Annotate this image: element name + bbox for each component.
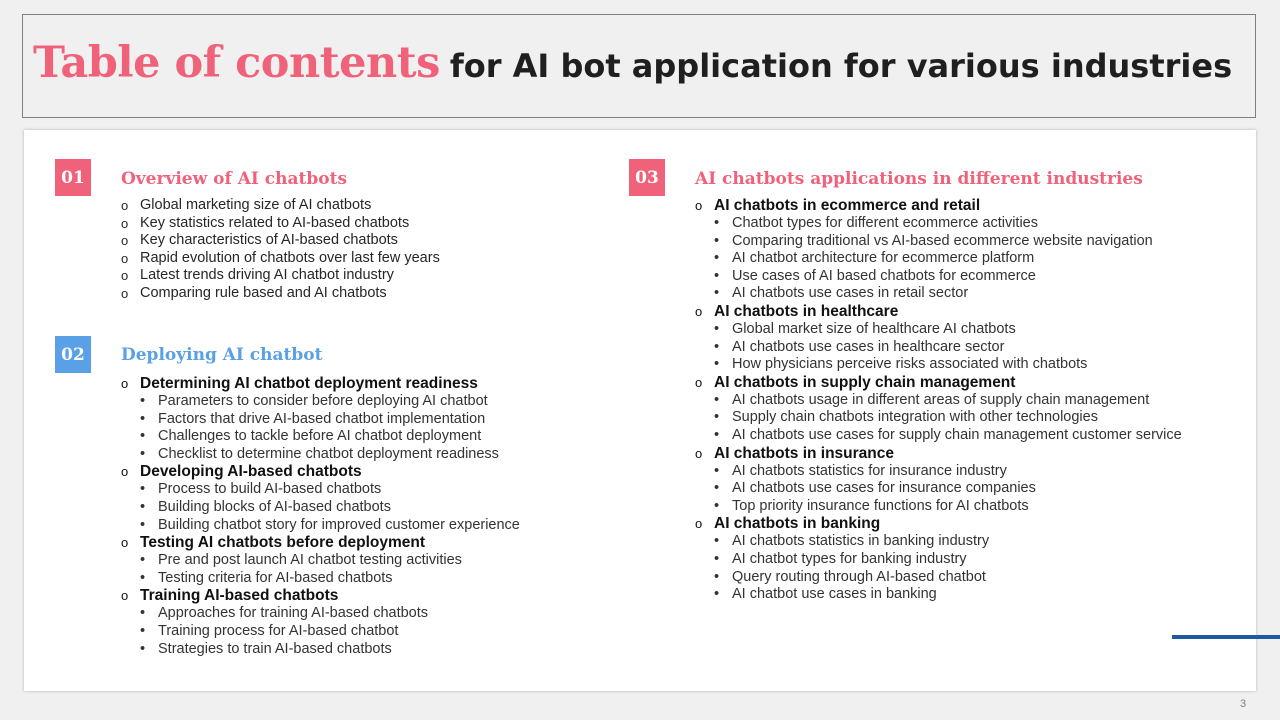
list-item — [695, 321, 1182, 339]
bullet-marker: • — [714, 215, 720, 231]
list-item-text: Approaches for training AI-based chatbots — [158, 605, 429, 622]
list-item — [121, 232, 440, 250]
title-main: Table of contents — [33, 38, 440, 88]
section-badge-02: 02 — [55, 336, 91, 373]
section-list-01 — [121, 197, 440, 303]
bullet-marker: o — [121, 588, 129, 604]
list-item — [121, 623, 520, 641]
list-item — [121, 605, 520, 623]
group-heading-text: AI chatbots in insurance — [714, 444, 895, 462]
bullet-marker: • — [140, 516, 146, 533]
list-item — [121, 570, 520, 588]
bullet-marker: • — [714, 232, 720, 249]
list-item-text: Building blocks of AI-based chatbots — [158, 498, 391, 515]
bullet-marker: • — [140, 393, 146, 409]
bullet-marker: • — [714, 586, 720, 603]
bullet-marker: o — [121, 285, 129, 301]
bullet-marker: o — [121, 198, 129, 213]
bullet-marker: • — [714, 356, 720, 373]
group-heading-text: Training AI-based chatbots — [140, 587, 339, 605]
list-item-text: Strategies to train AI-based chatbots — [158, 640, 392, 657]
bullet-marker: • — [140, 552, 146, 569]
bullet-marker: • — [714, 568, 720, 585]
list-item-text: Factors that drive AI-based chatbot implementation — [158, 410, 486, 427]
bullet-marker: • — [140, 428, 146, 445]
bullet-marker: o — [695, 303, 703, 319]
group-heading-text: Determining AI chatbot deployment readiness — [140, 375, 478, 392]
bullet-marker: • — [140, 481, 146, 498]
list-item-text: AI chatbots usage in different areas of supply chain management — [732, 391, 1150, 408]
accent-line — [1172, 635, 1280, 639]
bullet-marker: o — [121, 535, 129, 551]
list-item-text: Challenges to tackle before AI chatbot deployment — [158, 428, 482, 445]
list-item-text: Rapid evolution of chatbots over last few years — [140, 249, 440, 266]
group-heading — [121, 463, 520, 481]
bullet-marker: o — [121, 250, 129, 266]
list-item-text: AI chatbot architecture for ecommerce platform — [732, 250, 1035, 267]
bullet-marker: • — [714, 462, 720, 479]
bullet-marker: • — [714, 338, 720, 355]
list-item — [695, 285, 1182, 303]
bullet-marker: o — [121, 233, 129, 249]
list-item-text: Use cases of AI based chatbots for ecommerce — [732, 267, 1036, 284]
bullet-marker: o — [695, 445, 703, 461]
bullet-marker: • — [714, 285, 720, 302]
bullet-marker: • — [714, 497, 720, 514]
group-heading-text: Developing AI-based chatbots — [140, 463, 362, 481]
list-item — [695, 463, 1182, 481]
bullet-marker: o — [695, 198, 703, 213]
bullet-marker: • — [140, 605, 146, 622]
section-title-02: Deploying AI chatbot — [121, 345, 323, 365]
group-heading — [121, 534, 520, 552]
group-heading-text: AI chatbots in supply chain management — [714, 373, 1016, 391]
list-item — [695, 498, 1182, 516]
list-item — [695, 586, 1182, 604]
group-heading — [695, 515, 1182, 533]
list-item — [121, 250, 440, 268]
list-item — [121, 481, 520, 499]
list-item-text: Training process for AI-based chatbot — [158, 622, 399, 639]
list-item-text: Supply chain chatbots integration with other technologies — [732, 409, 1098, 426]
list-item — [121, 285, 440, 303]
list-item — [121, 197, 440, 215]
list-item-text: Global market size of healthcare AI chatbots — [732, 320, 1016, 337]
list-item-text: Comparing traditional vs AI-based ecommerce website navigation — [732, 232, 1153, 249]
bullet-marker: • — [714, 320, 720, 337]
group-heading — [695, 197, 1182, 215]
bullet-marker: • — [140, 569, 146, 586]
list-item — [695, 409, 1182, 427]
group-heading-text: AI chatbots in healthcare — [714, 302, 899, 320]
list-item-text: Chatbot types for different ecommerce activities — [732, 215, 1038, 231]
list-item — [121, 552, 520, 570]
list-item — [695, 215, 1182, 233]
list-item-text: Top priority insurance functions for AI chatbots — [732, 497, 1029, 514]
section-title-01: Overview of AI chatbots — [121, 169, 348, 189]
list-item-text: AI chatbots use cases in healthcare sector — [732, 338, 1005, 355]
list-item-text: AI chatbots use cases for insurance companies — [732, 480, 1036, 497]
list-item — [695, 392, 1182, 410]
list-item — [121, 446, 520, 464]
bullet-marker: o — [121, 376, 129, 391]
page-title — [33, 38, 1232, 88]
list-item-text: AI chatbots statistics for insurance industry — [732, 462, 1007, 479]
list-item — [695, 339, 1182, 357]
bullet-marker: o — [121, 268, 129, 284]
bullet-marker: o — [695, 516, 703, 532]
bullet-marker: o — [121, 464, 129, 480]
list-item-text: AI chatbots use cases for supply chain management customer service — [732, 426, 1182, 443]
bullet-marker: o — [695, 374, 703, 390]
section-list-02 — [121, 375, 520, 658]
list-item-text: AI chatbot types for banking industry — [732, 550, 967, 567]
list-item — [121, 215, 440, 233]
bullet-marker: • — [714, 267, 720, 284]
bullet-marker: • — [140, 498, 146, 515]
bullet-marker: • — [140, 410, 146, 427]
bullet-marker: o — [121, 215, 129, 231]
section-list-03 — [695, 197, 1182, 604]
section-badge-01: 01 — [55, 159, 91, 196]
bullet-marker: • — [714, 533, 720, 550]
bullet-marker: • — [140, 640, 146, 657]
group-heading-text: Testing AI chatbots before deployment — [140, 534, 426, 552]
list-item-text: AI chatbot use cases in banking — [732, 586, 937, 603]
list-item — [121, 499, 520, 517]
group-heading — [695, 445, 1182, 463]
list-item-text: Parameters to consider before deploying AI chatbot — [158, 393, 488, 409]
group-heading-text: AI chatbots in banking — [714, 515, 881, 533]
list-item — [695, 268, 1182, 286]
group-heading-text: AI chatbots in ecommerce and retail — [714, 197, 981, 214]
list-item-text: AI chatbots statistics in banking industry — [732, 533, 990, 550]
list-item-text: Latest trends driving AI chatbot industry — [140, 267, 394, 284]
list-item — [695, 480, 1182, 498]
section-title-03: AI chatbots applications in different industries — [695, 169, 1143, 189]
list-item — [121, 428, 520, 446]
list-item — [695, 233, 1182, 251]
list-item-text: AI chatbots use cases in retail sector — [732, 285, 969, 302]
list-item — [695, 551, 1182, 569]
list-item — [121, 393, 520, 411]
list-item-text: Testing criteria for AI-based chatbots — [158, 569, 393, 586]
group-heading — [121, 375, 520, 393]
list-item — [121, 517, 520, 535]
list-item — [121, 267, 440, 285]
list-item — [695, 569, 1182, 587]
list-item — [121, 641, 520, 659]
title-sub: for AI bot application for various industries — [449, 47, 1233, 85]
group-heading — [695, 303, 1182, 321]
bullet-marker: • — [714, 250, 720, 267]
list-item — [695, 250, 1182, 268]
group-heading — [695, 374, 1182, 392]
list-item-text: Key statistics related to AI-based chatbots — [140, 214, 410, 231]
page-number: 3 — [1240, 698, 1247, 710]
bullet-marker: • — [714, 391, 720, 408]
bullet-marker: • — [140, 445, 146, 462]
list-item-text: Comparing rule based and AI chatbots — [140, 284, 387, 301]
bullet-marker: • — [714, 550, 720, 567]
bullet-marker: • — [714, 409, 720, 426]
list-item-text: Pre and post launch AI chatbot testing activities — [158, 552, 462, 569]
list-item — [695, 533, 1182, 551]
section-badge-03: 03 — [629, 159, 665, 196]
list-item — [121, 411, 520, 429]
list-item-text: Query routing through AI-based chatbot — [732, 568, 986, 585]
bullet-marker: • — [714, 426, 720, 443]
bullet-marker: • — [140, 622, 146, 639]
list-item — [695, 427, 1182, 445]
group-heading — [121, 587, 520, 605]
list-item-text: Building chatbot story for improved customer experience — [158, 516, 520, 533]
list-item-text: Key characteristics of AI-based chatbots — [140, 232, 398, 249]
list-item-text: Checklist to determine chatbot deployment readiness — [158, 445, 499, 462]
list-item — [695, 356, 1182, 374]
bullet-marker: • — [714, 480, 720, 497]
list-item-text: Global marketing size of AI chatbots — [140, 197, 372, 213]
list-item-text: Process to build AI-based chatbots — [158, 481, 382, 498]
list-item-text: How physicians perceive risks associated with chatbots — [732, 356, 1088, 373]
